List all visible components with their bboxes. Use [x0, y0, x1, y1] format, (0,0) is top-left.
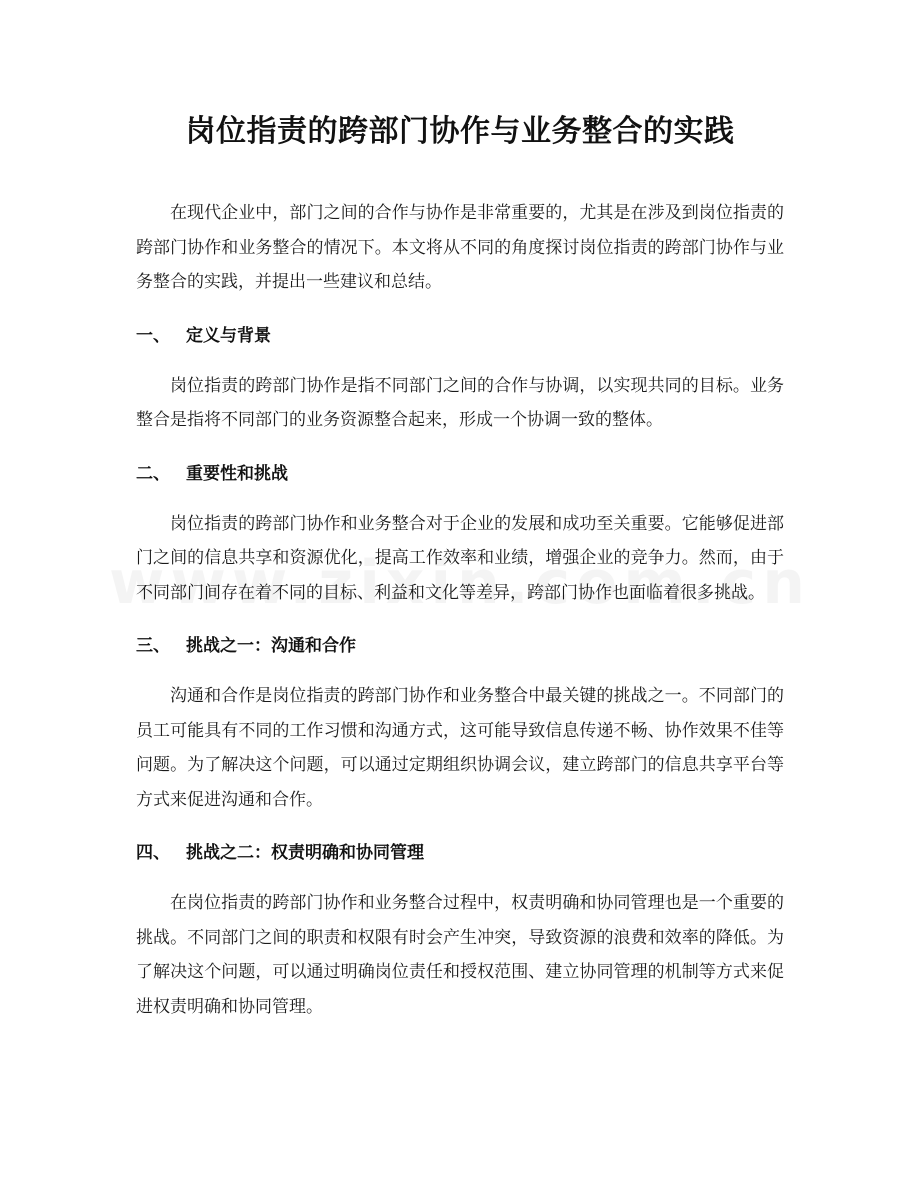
section-body-4: 在岗位指责的跨部门协作和业务整合过程中，权责明确和协同管理也是一个重要的挑战。不同部门之间的职责和权限有时会产生冲突，导致资源的浪费和效率的降低。为了解决这个问题，可以通过明确岗位责任和授权范围、建立协同管理的机制等方式来促进权责明确和协同管理。 [136, 893, 784, 1017]
section-heading-3 [136, 627, 784, 665]
section-title: 重要性和挑战 [186, 463, 288, 484]
section-number: 一、 [136, 325, 170, 346]
section-title: 挑战之二：权责明确和协同管理 [186, 843, 424, 863]
document-title: 岗位指责的跨部门协作与业务整合的实践 [185, 114, 735, 149]
section-heading-4 [136, 834, 784, 872]
section-heading-2 [136, 455, 784, 493]
section-title: 定义与背景 [186, 325, 271, 346]
section-heading-1 [136, 317, 784, 355]
section-number: 四、 [136, 843, 170, 863]
intro-paragraph: 在现代企业中，部门之间的合作与协作是非常重要的，尤其是在涉及到岗位指责的跨部门协作和业务整合的情况下。本文将从不同的角度探讨岗位指责的跨部门协作与业务整合的实践，并提出一些建议和总结。 [136, 203, 784, 292]
section-number: 三、 [136, 636, 170, 656]
section-title: 挑战之一：沟通和合作 [186, 636, 356, 656]
section-body-1: 岗位指责的跨部门协作是指不同部门之间的合作与协调，以实现共同的目标。业务整合是指将不同部门的业务资源整合起来，形成一个协调一致的整体。 [136, 375, 784, 430]
section-number: 二、 [136, 463, 170, 484]
spacer [136, 172, 784, 196]
section-body-3: 沟通和合作是岗位指责的跨部门协作和业务整合中最关键的挑战之一。不同部门的员工可能具有不同的工作习惯和沟通方式，这可能导致信息传递不畅、协作效果不佳等问题。为了解决这个问题，可以通过定期组织协调会议，建立跨部门的信息共享平台等方式来促进沟通和合作。 [136, 686, 784, 810]
section-body-2: 岗位指责的跨部门协作和业务整合对于企业的发展和成功至关重要。它能够促进部门之间的信息共享和资源优化，提高工作效率和业绩，增强企业的竞争力。然而，由于不同部门间存在着不同的目标、利益和文化等差异，跨部门协作也面临着很多挑战。 [136, 513, 784, 603]
